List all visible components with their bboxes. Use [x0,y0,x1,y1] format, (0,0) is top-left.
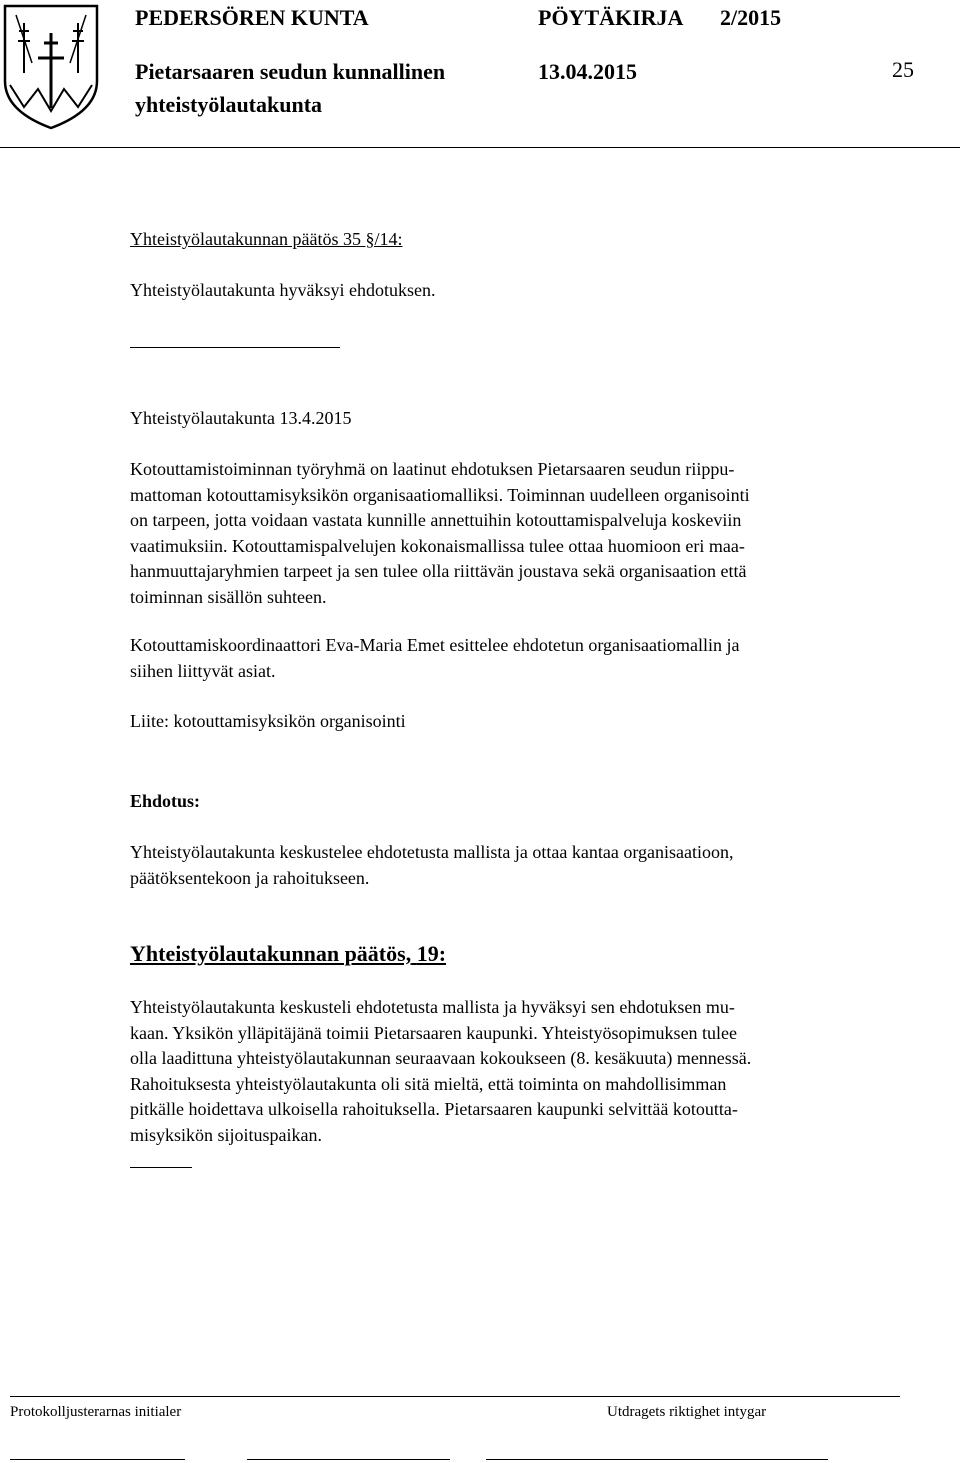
end-line [130,1167,192,1168]
paragraph-line: toiminnan sisällön suhteen. [130,586,327,607]
footer-rule [10,1396,900,1397]
paragraph-line: Kotouttamistoiminnan työryhmä on laatinut ehdotuksen Pietarsaaren seudun riippu- [130,459,735,479]
signature-line [247,1459,450,1460]
meeting-reference: Yhteistyölautakunta 13.4.2015 [130,408,352,428]
paragraph-line: olla laadittuna yhteistyölautakunnan seuraavaan kokoukseen (8. kesäkuuta) mennessä. [130,1048,752,1068]
decision-text [130,995,751,1148]
paragraph-line: mattoman kotouttamisyksikön organisaatiomalliksi. Toiminnan uudelleen organisointi [130,484,750,505]
initials-label: Protokolljusterarnas initialer [10,1404,182,1420]
paragraph-line: Rahoituksesta yhteistyölautakunta oli sitä mieltä, että toiminta on mahdollisimman [130,1073,727,1094]
organization-name: PEDERSÖREN KUNTA [135,5,369,30]
previous-decision-heading: Yhteistyölautakunnan päätös 35 §/14: [130,229,403,249]
committee-name-line2: yhteistyölautakunta [135,92,323,117]
attachment-reference: Liite: kotouttamisyksikön organisointi [130,711,406,731]
paragraph-line: hanmuuttajaryhmien tarpeet ja sen tulee olla riittävän joustava sekä organisaation että [130,561,747,581]
meeting-date: 13.04.2015 [538,59,637,84]
paragraph-line: misyksikön sijoituspaikan. [130,1124,323,1145]
paragraph-line: vaatimuksiin. Kotouttamispalvelujen kokonaismallissa tulee ottaa huomioon eri maa- [130,535,745,556]
proposal-heading: Ehdotus: [130,791,201,811]
committee-name-line1: Pietarsaaren seudun kunnallinen [135,59,446,84]
page-number: 25 [892,57,914,82]
document-number: 2/2015 [720,5,782,30]
header-divider [0,147,960,148]
proposal-text [130,840,733,891]
decision-heading-text: Yhteistyölautakunnan päätös, [130,941,412,966]
paragraph-line: siihen liittyvät asiat. [130,660,276,681]
paragraph-line: on tarpeen, jotta voidaan vastata kunnille annettuihin kotouttamispalveluja koskeviin [130,510,742,530]
paragraph-line: Yhteistyölautakunta keskusteli ehdotetusta mallista ja hyväksyi sen ehdotuksen mu- [130,997,735,1017]
coat-of-arms-icon [2,3,100,131]
previous-decision-text: Yhteistyölautakunta hyväksyi ehdotuksen. [130,280,436,300]
signature-line [10,1459,185,1460]
paragraph-line: pitkälle hoidettava ulkoisella rahoituksella. Pietarsaaren kaupunki selvittää kotoutta- [130,1099,738,1119]
separator-line [130,347,340,348]
decision-section-number: 19: [416,941,447,966]
paragraph-line: Yhteistyölautakunta keskustelee ehdotetusta mallista ja ottaa kantaa organisaatioon, [130,842,734,862]
decision-heading [130,941,446,967]
paragraph-line: päätöksentekoon ja rahoitukseen. [130,867,370,888]
document-type: PÖYTÄKIRJA [538,5,684,30]
signature-line [486,1459,828,1460]
paragraph-2 [130,633,740,684]
paragraph-line: kaan. Yksikön ylläpitäjänä toimii Pietarsaaren kaupunki. Yhteistyösopimuksen tulee [130,1022,738,1043]
paragraph-1 [130,457,750,610]
extract-label: Utdragets riktighet intygar [607,1404,767,1420]
paragraph-line: Kotouttamiskoordinaattori Eva-Maria Emet esittelee ehdotetun organisaatiomallin ja [130,635,740,655]
